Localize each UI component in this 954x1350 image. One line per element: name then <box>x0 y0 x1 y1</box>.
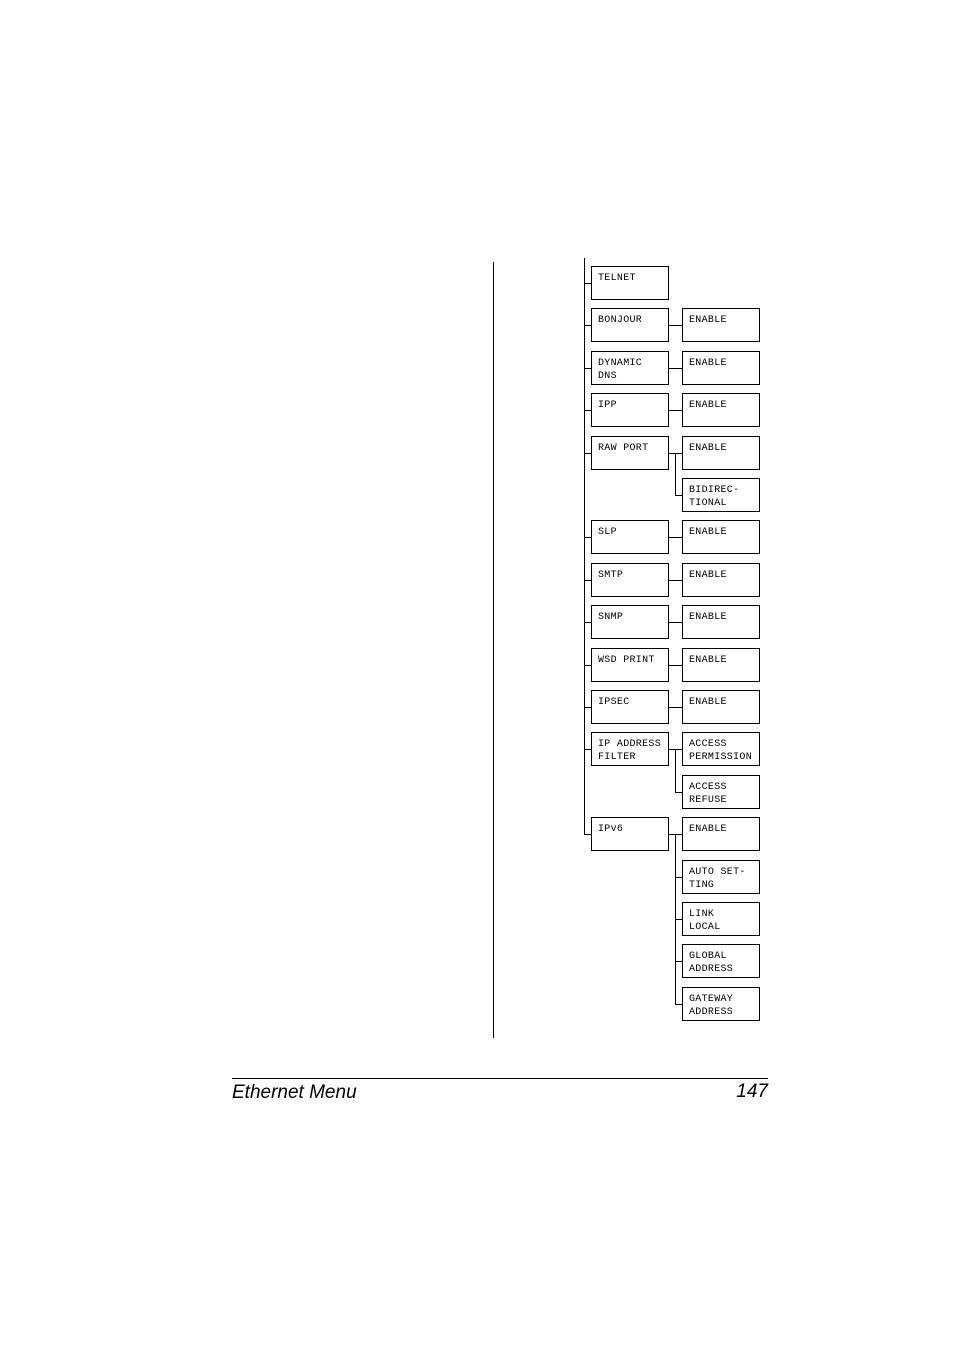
box-label-line: LOCAL <box>689 922 721 933</box>
tree-connector <box>584 283 591 284</box>
box-label-line: SLP <box>598 527 617 538</box>
submenu-item-slp-enable <box>682 520 760 554</box>
branch-connector <box>669 580 682 581</box>
submenu-item-ip-address-filter-access-refuse <box>682 775 760 809</box>
box-label-line: ENABLE <box>689 655 727 666</box>
tree-connector <box>584 665 591 666</box>
box-label-line: ENABLE <box>689 824 727 835</box>
submenu-item-ipv6-gateway-address <box>682 987 760 1021</box>
branch-connector <box>675 495 682 496</box>
submenu-item-bonjour-enable <box>682 308 760 342</box>
box-label-line: IPP <box>598 400 617 411</box>
box-label-line: BONJOUR <box>598 315 643 326</box>
branch-connector <box>669 368 682 369</box>
branch-connector <box>675 961 682 962</box>
menu-item-ipv6 <box>591 817 669 851</box>
submenu-item-snmp-enable <box>682 605 760 639</box>
box-label-line: ADDRESS <box>689 964 734 975</box>
submenu-item-ipv6-auto-set-ting <box>682 860 760 894</box>
tree-connector <box>584 580 591 581</box>
tree-connector <box>584 368 591 369</box>
box-label-line: IPv6 <box>598 824 624 835</box>
branch-connector <box>669 410 682 411</box>
submenu-item-raw-port-bidirec-tional <box>682 478 760 512</box>
branch-connector <box>675 919 682 920</box>
tree-connector <box>584 749 591 750</box>
branch-connector <box>669 707 682 708</box>
tree-connector <box>584 834 591 835</box>
menu-item-smtp <box>591 563 669 597</box>
box-label-line: ENABLE <box>689 358 727 369</box>
branch-connector <box>675 792 682 793</box>
menu-item-wsd-print <box>591 648 669 682</box>
submenu-item-ip-address-filter-access-permission <box>682 732 760 766</box>
tree-connector <box>584 325 591 326</box>
branch-trunk <box>675 749 676 793</box>
box-label-line: GLOBAL <box>689 951 727 962</box>
branch-connector <box>669 325 682 326</box>
box-label-line: TING <box>689 880 715 891</box>
tree-connector <box>584 410 591 411</box>
submenu-item-smtp-enable <box>682 563 760 597</box>
submenu-item-dynamic-dns-enable <box>682 351 760 385</box>
submenu-item-ipp-enable <box>682 393 760 427</box>
submenu-item-raw-port-enable <box>682 436 760 470</box>
menu-item-ipsec <box>591 690 669 724</box>
menu-item-dynamic-dns <box>591 351 669 385</box>
branch-trunk <box>675 453 676 496</box>
box-label-line: LINK <box>689 909 715 920</box>
box-label-line: RAW PORT <box>598 443 649 454</box>
box-label-line: ACCESS <box>689 782 727 793</box>
footer-title: Ethernet Menu <box>232 1082 357 1103</box>
page-number: 147 <box>736 1081 768 1102</box>
box-label-line: ACCESS <box>689 739 727 750</box>
footer-rule <box>232 1078 768 1079</box>
box-label-line: TIONAL <box>689 498 727 509</box>
box-label-line: FILTER <box>598 752 636 763</box>
box-label-line: ENABLE <box>689 527 727 538</box>
box-label-line: TELNET <box>598 273 636 284</box>
menu-item-snmp <box>591 605 669 639</box>
box-label-line: ENABLE <box>689 570 727 581</box>
box-label-line: GATEWAY <box>689 994 734 1005</box>
submenu-item-ipsec-enable <box>682 690 760 724</box>
box-label-line: IP ADDRESS <box>598 739 662 750</box>
box-label-line: REFUSE <box>689 795 727 806</box>
tree-connector <box>584 453 591 454</box>
box-label-line: ENABLE <box>689 697 727 708</box>
menu-item-bonjour <box>591 308 669 342</box>
branch-connector <box>675 877 682 878</box>
submenu-item-ipv6-enable <box>682 817 760 851</box>
column-divider <box>493 262 494 1038</box>
branch-connector <box>669 537 682 538</box>
branch-connector <box>669 622 682 623</box>
box-label-line: SNMP <box>598 612 624 623</box>
submenu-item-wsd-print-enable <box>682 648 760 682</box>
box-label-line: ENABLE <box>689 315 727 326</box>
box-label-line: PERMISSION <box>689 752 753 763</box>
submenu-item-ipv6-link-local <box>682 902 760 936</box>
menu-item-ip-address-filter <box>591 732 669 766</box>
box-label-line: SMTP <box>598 570 624 581</box>
main-trunk <box>584 258 585 835</box>
box-label-line: AUTO SET- <box>689 867 746 878</box>
box-label-line: ENABLE <box>689 612 727 623</box>
branch-connector <box>669 665 682 666</box>
branch-trunk <box>675 834 676 1005</box>
box-label-line: IPSEC <box>598 697 630 708</box>
tree-connector <box>584 622 591 623</box>
tree-connector <box>584 537 591 538</box>
box-label-line: ENABLE <box>689 400 727 411</box>
menu-item-slp <box>591 520 669 554</box>
menu-item-telnet <box>591 266 669 300</box>
submenu-item-ipv6-global-address <box>682 944 760 978</box>
box-label-line: DNS <box>598 371 617 382</box>
tree-connector <box>584 707 591 708</box>
box-label-line: WSD PRINT <box>598 655 655 666</box>
box-label-line: ADDRESS <box>689 1007 734 1018</box>
box-label-line: ENABLE <box>689 443 727 454</box>
box-label-line: DYNAMIC <box>598 358 643 369</box>
menu-item-raw-port <box>591 436 669 470</box>
menu-item-ipp <box>591 393 669 427</box>
branch-connector <box>675 1004 682 1005</box>
box-label-line: BIDIREC- <box>689 485 740 496</box>
